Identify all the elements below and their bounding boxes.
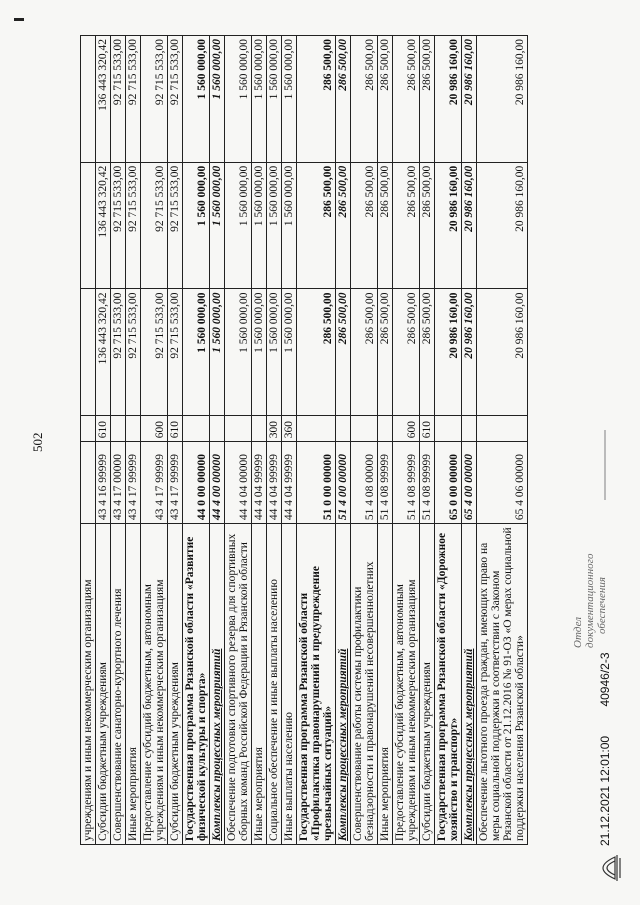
table-row bbox=[393, 36, 420, 845]
row-amount-2022: 286 500,00 bbox=[378, 289, 393, 416]
row-amount-2024: 1 560 000,00 bbox=[225, 36, 252, 163]
row-target-code: 43 4 17 99999 bbox=[126, 442, 141, 524]
row-amount-2024: 1 560 000,00 bbox=[282, 36, 297, 163]
row-target-code: 44 4 04 99999 bbox=[267, 442, 282, 524]
row-amount-2023: 286 500,00 bbox=[378, 162, 393, 289]
row-expense-type: 600 bbox=[141, 416, 168, 442]
row-expense-type bbox=[378, 416, 393, 442]
row-name: Предоставление субсидий бюджетным, автономным учреждениям и иным некоммерческим организациям bbox=[393, 524, 420, 845]
row-amount-2023: 1 560 000,00 bbox=[267, 162, 282, 289]
row-target-code: 43 4 17 99999 bbox=[141, 442, 168, 524]
row-expense-type bbox=[462, 416, 477, 442]
table-body bbox=[81, 36, 528, 845]
row-name: Обеспечение льготного проезда граждан, имеющих право на меры социальной поддержки в соответствии с Законом Рязанской области от 21.12.2016 № 91-ОЗ «О мерах социальной поддержки населения Рязанской области» bbox=[477, 524, 528, 845]
row-target-code: 51 4 08 99999 bbox=[393, 442, 420, 524]
row-expense-type bbox=[210, 416, 225, 442]
row-amount-2024: 1 560 000,00 bbox=[267, 36, 282, 163]
row-expense-type: 610 bbox=[168, 416, 183, 442]
footer-datetime: 21.12.2021 12:01:00 bbox=[598, 735, 612, 846]
row-amount-2022: 1 560 000,00 bbox=[183, 289, 210, 416]
row-amount-2022: 92 715 533,00 bbox=[111, 289, 126, 416]
row-amount-2023: 92 715 533,00 bbox=[141, 162, 168, 289]
row-name: Государственная программа Рязанской области «Развитие физической культуры и спорта» bbox=[183, 524, 210, 845]
row-amount-2023: 1 560 000,00 bbox=[225, 162, 252, 289]
row-target-code: 65 0 00 00000 bbox=[435, 442, 462, 524]
row-amount-2023: 92 715 533,00 bbox=[126, 162, 141, 289]
row-name: Субсидии бюджетным учреждениям bbox=[168, 524, 183, 845]
row-expense-type bbox=[336, 416, 351, 442]
row-amount-2023: 1 560 000,00 bbox=[183, 162, 210, 289]
row-amount-2024: 1 560 000,00 bbox=[183, 36, 210, 163]
row-amount-2022: 1 560 000,00 bbox=[252, 289, 267, 416]
row-name: Предоставление субсидий бюджетным, автономным учреждениям и иным некоммерческим организациям bbox=[141, 524, 168, 845]
row-target-code: 44 4 04 99999 bbox=[282, 442, 297, 524]
table-row bbox=[462, 36, 477, 845]
row-amount-2023: 286 500,00 bbox=[336, 162, 351, 289]
table-row bbox=[141, 36, 168, 845]
table-row bbox=[225, 36, 252, 845]
row-target-code: 43 4 17 00000 bbox=[111, 442, 126, 524]
row-name: Иные мероприятия bbox=[252, 524, 267, 845]
row-amount-2023: 1 560 000,00 bbox=[252, 162, 267, 289]
budget-table bbox=[80, 35, 528, 845]
row-target-code: 51 4 08 99999 bbox=[420, 442, 435, 524]
table-row bbox=[183, 36, 210, 845]
stamp-line: Отдел документационного bbox=[572, 553, 596, 648]
budget-table-sheet bbox=[80, 35, 600, 845]
row-expense-type bbox=[252, 416, 267, 442]
row-amount-2022: 92 715 533,00 bbox=[168, 289, 183, 416]
row-target-code: 51 4 00 00000 bbox=[336, 442, 351, 524]
row-amount-2022: 286 500,00 bbox=[297, 289, 336, 416]
row-amount-2024: 286 500,00 bbox=[378, 36, 393, 163]
row-amount-2023: 20 986 160,00 bbox=[462, 162, 477, 289]
row-name: Государственная программа Рязанской области «Дорожное хозяйство и транспорт» bbox=[435, 524, 462, 845]
row-target-code: 51 4 08 99999 bbox=[378, 442, 393, 524]
row-name: Субсидии бюджетным учреждениям bbox=[420, 524, 435, 845]
table-row bbox=[210, 36, 225, 845]
row-amount-2024: 92 715 533,00 bbox=[111, 36, 126, 163]
row-amount-2024: 286 500,00 bbox=[297, 36, 336, 163]
row-target-code: 44 4 04 99999 bbox=[252, 442, 267, 524]
row-amount-2022: 20 986 160,00 bbox=[462, 289, 477, 416]
row-amount-2022: 286 500,00 bbox=[393, 289, 420, 416]
row-name: Комплексы процессных мероприятий bbox=[210, 524, 225, 845]
row-amount-2024: 20 986 160,00 bbox=[435, 36, 462, 163]
row-amount-2022: 1 560 000,00 bbox=[282, 289, 297, 416]
row-amount-2024: 286 500,00 bbox=[351, 36, 378, 163]
table-row bbox=[252, 36, 267, 845]
row-expense-type bbox=[81, 416, 96, 442]
table-row bbox=[477, 36, 528, 845]
row-target-code: 65 4 06 00000 bbox=[477, 442, 528, 524]
row-amount-2022: 92 715 533,00 bbox=[141, 289, 168, 416]
row-name: Обеспечение подготовки спортивного резерва для спортивных сборных команд Российской Федерации и Рязанской области bbox=[225, 524, 252, 845]
row-amount-2022: 286 500,00 bbox=[336, 289, 351, 416]
table-row bbox=[297, 36, 336, 845]
row-amount-2022: 286 500,00 bbox=[420, 289, 435, 416]
row-amount-2023: 286 500,00 bbox=[420, 162, 435, 289]
document-footer bbox=[598, 627, 612, 847]
row-expense-type bbox=[351, 416, 378, 442]
table-row bbox=[378, 36, 393, 845]
row-name: Иные мероприятия bbox=[378, 524, 393, 845]
row-target-code: 44 4 00 00000 bbox=[210, 442, 225, 524]
footer-doc-id: 40946/2-3 bbox=[598, 652, 612, 707]
row-amount-2023 bbox=[81, 162, 96, 289]
row-name: Иные мероприятия bbox=[126, 524, 141, 845]
row-target-code: 44 0 00 00000 bbox=[183, 442, 210, 524]
stamp-line: обеспечения bbox=[596, 577, 608, 634]
table-row bbox=[267, 36, 282, 845]
row-amount-2023: 136 443 320,42 bbox=[96, 162, 111, 289]
row-amount-2023: 286 500,00 bbox=[297, 162, 336, 289]
row-amount-2024 bbox=[81, 36, 96, 163]
row-expense-type bbox=[225, 416, 252, 442]
row-expense-type: 600 bbox=[393, 416, 420, 442]
row-expense-type: 300 bbox=[267, 416, 282, 442]
row-amount-2023: 92 715 533,00 bbox=[111, 162, 126, 289]
row-expense-type bbox=[297, 416, 336, 442]
row-name: Совершенствование санаторно-курортного лечения bbox=[111, 524, 126, 845]
row-target-code: 44 4 04 00000 bbox=[225, 442, 252, 524]
row-target-code: 51 0 00 00000 bbox=[297, 442, 336, 524]
row-amount-2024: 92 715 533,00 bbox=[126, 36, 141, 163]
row-amount-2022: 1 560 000,00 bbox=[267, 289, 282, 416]
row-expense-type: 610 bbox=[96, 416, 111, 442]
table-row bbox=[435, 36, 462, 845]
table-row bbox=[168, 36, 183, 845]
row-name: Социальное обеспечение и иные выплаты населению bbox=[267, 524, 282, 845]
table-row bbox=[420, 36, 435, 845]
row-amount-2022: 92 715 533,00 bbox=[126, 289, 141, 416]
agency-emblem-icon bbox=[588, 850, 622, 886]
page-number: 502 bbox=[30, 432, 45, 452]
row-name: учреждениям и иным некоммерческим организациям bbox=[81, 524, 96, 845]
table-row bbox=[81, 36, 96, 845]
row-amount-2024: 92 715 533,00 bbox=[168, 36, 183, 163]
row-amount-2023: 92 715 533,00 bbox=[168, 162, 183, 289]
row-amount-2023: 20 986 160,00 bbox=[435, 162, 462, 289]
row-expense-type bbox=[435, 416, 462, 442]
row-amount-2024: 20 986 160,00 bbox=[462, 36, 477, 163]
row-amount-2023: 1 560 000,00 bbox=[210, 162, 225, 289]
row-amount-2024: 92 715 533,00 bbox=[141, 36, 168, 163]
table-row bbox=[336, 36, 351, 845]
row-expense-type: 610 bbox=[420, 416, 435, 442]
row-target-code: 51 4 08 00000 bbox=[351, 442, 378, 524]
row-amount-2023: 286 500,00 bbox=[351, 162, 378, 289]
row-amount-2024: 20 986 160,00 bbox=[477, 36, 528, 163]
row-name: Комплексы процессных мероприятий bbox=[462, 524, 477, 845]
row-name: Государственная программа Рязанской области «Профилактика правонарушений и предупреждение чрезвычайных ситуаций» bbox=[297, 524, 336, 845]
row-expense-type: 360 bbox=[282, 416, 297, 442]
row-amount-2022: 20 986 160,00 bbox=[477, 289, 528, 416]
row-amount-2022 bbox=[81, 289, 96, 416]
row-amount-2024: 1 560 000,00 bbox=[210, 36, 225, 163]
row-target-code bbox=[81, 442, 96, 524]
row-amount-2024: 286 500,00 bbox=[420, 36, 435, 163]
row-amount-2022: 136 443 320,42 bbox=[96, 289, 111, 416]
table-row bbox=[351, 36, 378, 845]
row-name: Совершенствование работы системы профилактики безнадзорности и правонарушений несовершеннолетних bbox=[351, 524, 378, 845]
row-name: Субсидии бюджетным учреждениям bbox=[96, 524, 111, 845]
row-expense-type bbox=[126, 416, 141, 442]
row-amount-2022: 20 986 160,00 bbox=[435, 289, 462, 416]
table-row bbox=[111, 36, 126, 845]
row-target-code: 43 4 16 99999 bbox=[96, 442, 111, 524]
table-row bbox=[282, 36, 297, 845]
row-amount-2022: 1 560 000,00 bbox=[225, 289, 252, 416]
row-amount-2023: 286 500,00 bbox=[393, 162, 420, 289]
row-amount-2022: 286 500,00 bbox=[351, 289, 378, 416]
row-name: Комплексы процессных мероприятий bbox=[336, 524, 351, 845]
row-expense-type bbox=[477, 416, 528, 442]
row-amount-2024: 286 500,00 bbox=[393, 36, 420, 163]
row-amount-2024: 1 560 000,00 bbox=[252, 36, 267, 163]
row-name: Иные выплаты населению bbox=[282, 524, 297, 845]
table-row bbox=[96, 36, 111, 845]
row-amount-2023: 1 560 000,00 bbox=[282, 162, 297, 289]
row-amount-2022: 1 560 000,00 bbox=[210, 289, 225, 416]
row-target-code: 43 4 17 99999 bbox=[168, 442, 183, 524]
row-amount-2024: 136 443 320,42 bbox=[96, 36, 111, 163]
row-expense-type bbox=[111, 416, 126, 442]
scan-mark bbox=[14, 18, 24, 21]
row-expense-type bbox=[183, 416, 210, 442]
table-row bbox=[126, 36, 141, 845]
row-target-code: 65 4 00 00000 bbox=[462, 442, 477, 524]
row-amount-2024: 286 500,00 bbox=[336, 36, 351, 163]
row-amount-2023: 20 986 160,00 bbox=[477, 162, 528, 289]
scan-mark bbox=[604, 430, 606, 500]
